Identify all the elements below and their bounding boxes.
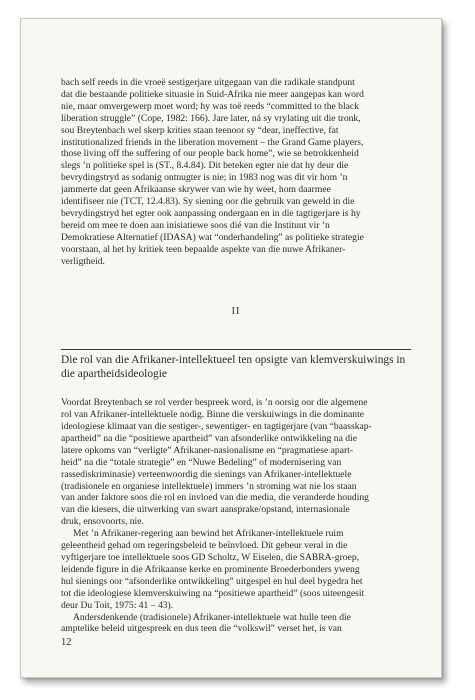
text-line: liberation struggle” (Cope, 1982: 166). Jare later, ná sy vrylating uit die tronk, xyxy=(61,112,361,124)
book-page xyxy=(20,18,442,678)
text-line: rol van Afrikaner-intellektuele nodig. Binne die verskuiwings in die dominante xyxy=(61,409,365,421)
text-line: apartheid” na die “positiewe apartheid” van afsonderlike ontwikkeling na die xyxy=(61,432,357,444)
text-line: bereid om mee te doen aan inisiatiewe soos dié van die Instituut vir ’n xyxy=(61,219,330,231)
text-line: latere opkoms van “verligte” Afrikaner-nasionalisme en “pragmatiese apart- xyxy=(61,444,354,456)
text-line: Met ’n Afrikaner-regering aan bewind het Afrikaner-intellektuele ruim xyxy=(73,528,344,540)
text-line: vyftigerjare toe intellektuele soos GD Scholtz, W Eiselen, die SABRA-groep, xyxy=(61,552,360,563)
text-line: sou Breytenbach wel skerp krities staan teenoor sy “dear, ineffective, fat xyxy=(61,124,339,136)
text-line: rassediskriminasie) verteenwoordig die sienings van Afrikaner-intellektuele xyxy=(61,468,352,480)
paragraph-3 xyxy=(61,528,411,611)
page-number: 12 xyxy=(61,637,72,648)
text-line: Andersdenkende (tradisionele) Afrikaner-intellektuele wat hulle teen die xyxy=(73,611,351,623)
text-line: institutionalized friends in the liberation movement – the Grand Game players, xyxy=(61,136,364,148)
text-line: heid” na die “totale strategie” en “Nuwe Bedeling” of modernisering van xyxy=(61,456,342,468)
page-content xyxy=(61,77,411,635)
section-rule xyxy=(61,349,411,350)
text-line: verligtheid. xyxy=(61,255,105,267)
text-line: dat die bestaande politieke situasie in Suid-Afrika nie meer aangepas kan word xyxy=(61,88,364,100)
text-line: nie, maar omvergewerp moet word; hy was toë reeds “committed to the black xyxy=(61,100,359,112)
text-line: druk, ensovoorts, nie. xyxy=(61,516,144,528)
spacer xyxy=(61,385,411,397)
text-line: bevrydingstryd as sodanig ontnugter is nie; in 1983 nog was dit vir hom ’n xyxy=(61,172,348,184)
text-line: tot die ideologiese klemverskuiwing na “positiewe apartheid” (soos uiteengesit xyxy=(61,587,365,599)
text-line: leidende figure in die Afrikaanse kerke en prominente Broederbonders yweng xyxy=(61,563,360,575)
text-line: voorstaan, al het hy kritiek teen bepaalde aspekte van die nuwe Afrikaner- xyxy=(61,243,346,255)
text-line: (tradisionele en organiese intellektuele) immers ’n stroming wat nie los staan xyxy=(61,480,357,492)
text-line: hul sienings oor “afsonderlike ontwikkeling” uitgespel en hul deel bygedra het xyxy=(61,575,363,587)
text-line: jammerte dat geen Afrikaanse skrywer van wie hy weet, hom daarmee xyxy=(61,184,331,196)
text-line: van die kiesers, die uitwerking van swart aansprake/opstand, internasionale xyxy=(61,504,350,516)
text-line: Voordat Breytenbach se rol verder bespreek word, is ’n oorsig oor die algemene xyxy=(61,397,368,409)
section-number: II xyxy=(231,305,241,317)
section-title: Die rol van die Afrikaner-intellektueel ten opsigte van klemverskuiwings in die apartheidsideologie xyxy=(61,354,406,380)
text-line: those living off the suffering of our people back home”, wie se betrokkenheid xyxy=(61,148,359,160)
text-line: deur Du Toit, 1975: 41 – 43). xyxy=(61,599,174,611)
text-line: bach self reeds in die vroeë sestigerjare uitgegaan van die radikale standpunt xyxy=(61,77,355,88)
text-line: ideologiese klimaat van die sestiger-, sewentiger- en tagtigerjare (van “baasskap- xyxy=(61,421,372,433)
text-line: identifiseer nie (TCT, 12.4.83). Sy siening oor die gebruik van geweld in die xyxy=(61,196,355,208)
text-line: Demokratiese Alternatief (IDASA) wat “onderhandeling” as politieke strategie xyxy=(61,231,364,243)
paragraph-4 xyxy=(61,612,411,636)
text-line: amptelike beleid uitgespreek en dus teen die “volkswil” verset het, is van xyxy=(61,623,342,635)
text-line: bevrydingstryd het egter ook aanpassing ondergaan en in die tagtigerjare is hy xyxy=(61,207,361,219)
paragraph-2 xyxy=(61,397,411,528)
text-line: geleentheid gehad om regeringsbeleid te beïnvloed. Dit gebeur veral in die xyxy=(61,540,348,552)
paragraph-1 xyxy=(61,77,411,268)
text-line: van ander faktore soos die rol en invloed van die media, die veranderde houding xyxy=(61,492,369,504)
text-line: slegs ’n politieke spel is (ST., 8.4.84). Dit beteken egter nie dat hy deur die xyxy=(61,160,349,172)
